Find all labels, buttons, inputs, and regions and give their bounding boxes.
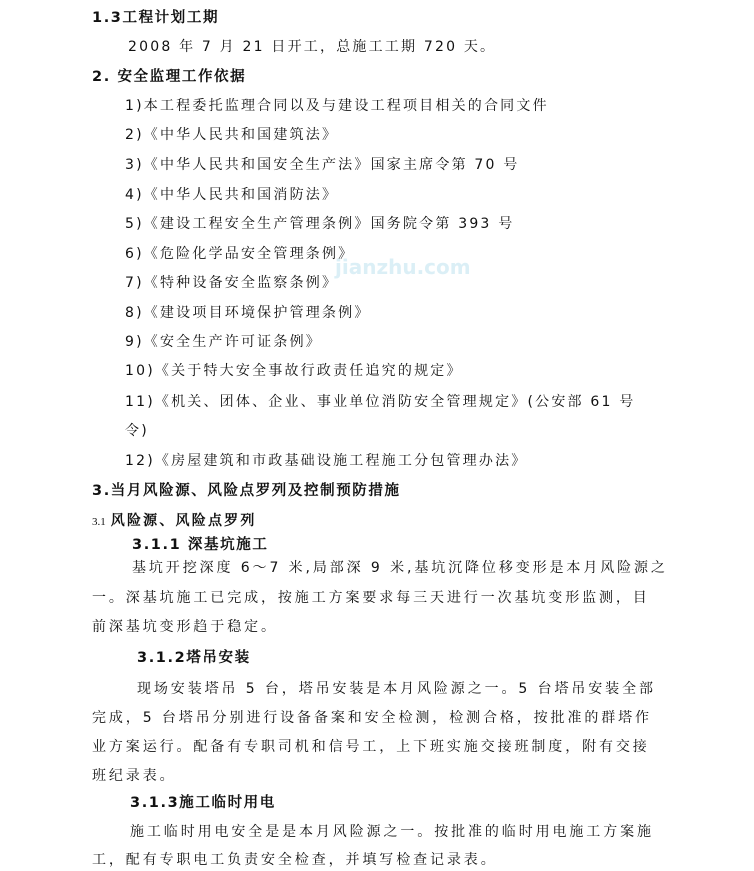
paragraph-line: 班纪录表。 [92,768,177,784]
paragraph-line: 完成，5 台塔吊分别进行设备备案和安全检测，检测合格，按批准的群塔作 [92,710,652,726]
basis-item: 3)《中华人民共和国安全生产法》国家主席令第 70 号 [125,157,520,173]
basis-item: 7)《特种设备安全监察条例》 [125,275,339,291]
basis-item: 10)《关于特大安全事故行政责任追究的规定》 [125,363,463,379]
paragraph-line: 一。深基坑施工已完成，按施工方案要求每三天进行一次基坑变形监测，目 [92,590,650,606]
paragraph-line: 业方案运行。配备有专职司机和信号工，上下班实施交接班制度，附有交接 [92,739,650,755]
section-1-3-text: 2008 年 7 月 21 日开工，总施工工期 720 天。 [128,39,497,55]
paragraph-line: 前深基坑变形趋于稳定。 [92,619,278,635]
basis-item: 11)《机关、团体、企业、事业单位消防安全管理规定》(公安部 61 号 [125,394,636,410]
basis-item: 1)本工程委托监理合同以及与建设工程项目相关的合同文件 [125,98,549,114]
basis-item: 5)《建设工程安全生产管理条例》国务院令第 393 号 [125,216,515,232]
section-1-3-heading: 1.3工程计划工期 [92,10,220,26]
basis-item-continuation: 令) [125,423,149,439]
paragraph-line: 施工临时用电安全是是本月风险源之一。按批准的临时用电施工方案施 [130,824,654,840]
basis-item: 4)《中华人民共和国消防法》 [125,187,339,203]
paragraph-line: 现场安装塔吊 5 台，塔吊安装是本月风险源之一。5 台塔吊安装全部 [137,681,656,697]
section-3-1-number: 3.1 [92,516,106,528]
section-3-heading: 3.当月风险源、风险点罗列及控制预防措施 [92,483,401,499]
section-2-heading: 2. 安全监理工作依据 [92,69,247,85]
section-3-1-title: 风险源、风险点罗列 [110,513,257,529]
section-3-1-3-heading: 3.1.3施工临时用电 [130,795,276,811]
watermark: jianzhu.com [335,255,471,279]
basis-item: 6)《危险化学品安全管理条例》 [125,246,355,262]
section-3-1-heading [92,512,257,531]
basis-item: 12)《房屋建筑和市政基础设施工程施工分包管理办法》 [125,453,528,469]
basis-item: 2)《中华人民共和国建筑法》 [125,127,339,143]
paragraph-line: 基坑开挖深度 6～7 米,局部深 9 米,基坑沉降位移变形是本月风险源之 [132,560,668,576]
section-3-1-1-heading: 3.1.1 深基坑施工 [132,537,269,553]
basis-item: 9)《安全生产许可证条例》 [125,334,322,350]
basis-item: 8)《建设项目环境保护管理条例》 [125,305,371,321]
paragraph-line: 工，配有专职电工负责安全检查，并填写检查记录表。 [92,852,498,868]
section-3-1-2-heading: 3.1.2塔吊安装 [137,650,251,666]
